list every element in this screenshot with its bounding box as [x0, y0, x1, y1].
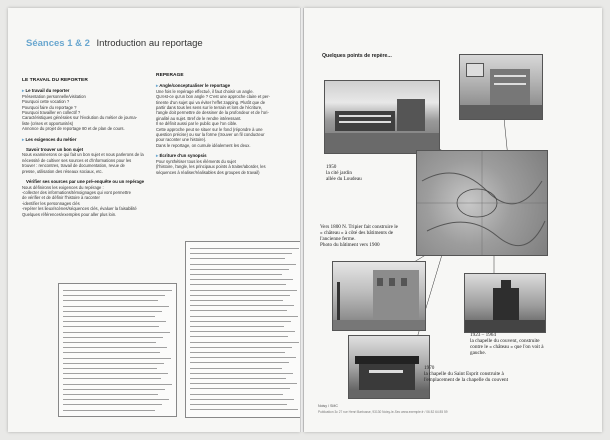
section-line: Nous examinerons ce qui fait un bon sujet et nous parlerons de la: [22, 152, 144, 158]
handwriting-line: [63, 394, 158, 395]
handwriting-line: [63, 332, 170, 333]
section-line: question précise) ou sur la forme (trouver un fil conducteur: [156, 132, 265, 138]
handwriting-line: [190, 316, 298, 317]
section-subtitle: ▸ Écriture d'un synopsis: [156, 153, 288, 158]
section-line: de vérifier et de définir l'histoire à raconter: [22, 195, 100, 201]
section-line: (l'histoire, l'angle, les principaux points à traiter/aborder, les: [156, 164, 266, 170]
section-subtitle: ▸ Angle/conceptualiser le reportage: [156, 83, 288, 88]
section-subtitle: Vérifier ses sources par une pré-enquête ou un repérage: [26, 179, 145, 185]
section-line: Pourquoi faire du reportage ?: [22, 104, 77, 110]
handwriting-line: [63, 378, 161, 379]
section-subtitle: ▸ Les exigences du métier: [22, 137, 148, 142]
handwriting-line: [63, 306, 169, 307]
handwriting-line: [190, 300, 283, 301]
section-line: pour raconter une histoire).: [156, 137, 207, 143]
handwriting-line: [63, 311, 162, 312]
handwriting-line: [190, 248, 299, 249]
handwriting-line: [190, 368, 282, 369]
handwriting-line: [63, 399, 169, 400]
handwriting-line: [190, 284, 286, 285]
section-line: Une fois le repérage effectué, il faut choisir un angle.: [156, 88, 254, 94]
section-line: ginalité au sujet. Bref de le rendre intéressant.: [156, 115, 242, 121]
section-line: Dans le reportage, on cumule idéalement les deux.: [156, 142, 251, 148]
handwriting-line: [190, 409, 298, 410]
handwriting-line: [190, 290, 297, 291]
handwriting-line: [63, 300, 158, 301]
handwriting-line: [190, 253, 292, 254]
handwriting-line: [63, 404, 162, 405]
handwriting-line: [190, 404, 287, 405]
section-line: partir dans tous les sens sur le terrain et lors de l'écriture,: [156, 105, 263, 111]
section-line: l'angle doit permettre de dessiner de la profondeur et de l'ori-: [156, 110, 269, 116]
section-subtitle: Savoir trouver un bon sujet: [26, 147, 84, 153]
handwriting-line: [190, 373, 293, 374]
handwriting-line: [63, 295, 165, 296]
section-line: tinente d'un sujet qui va éviter l'effet zapping. Plutôt que de: [156, 99, 266, 105]
section-line: presse, utilisation des réseaux sociaux, etc.: [22, 168, 103, 174]
handwriting-line: [190, 310, 287, 311]
handwriting-line: [190, 258, 285, 259]
handwriting-line: [63, 373, 168, 374]
photo-chapelle-couvent: [464, 273, 546, 333]
handwriting-line: [190, 383, 297, 384]
handwriting-line: [190, 399, 294, 400]
column-heading: REPERAGE: [156, 73, 184, 78]
column-reperage: [156, 73, 288, 175]
section-line: Pourquoi travailler en collectif ?: [22, 110, 81, 116]
column-travail-reporter: [22, 78, 148, 217]
column-heading: LE TRAVAIL DU REPORTER: [22, 78, 88, 83]
section-line: Pourquoi cette vocation ?: [22, 99, 70, 105]
footer-address: Publication 3c 27 rue Henri Barbusse, 93130 Noisy-le-Sec www.exemple.fr / 06 82 64 85 59: [318, 410, 448, 414]
caption-1923-1964: 1923 – 1964 la chapelle du couvent, construite contre le « château » que l'on voit à gauche.: [470, 332, 544, 356]
column-sections: [156, 83, 288, 175]
handwriting-line: [63, 342, 156, 343]
section-line: Annonce du projet de reportage 80 et de plan de cours.: [22, 126, 125, 132]
handwriting-line: [190, 352, 285, 353]
handwriting-line: [63, 410, 155, 411]
section-line: Cette approche peut se situer sur le fond (répondre à une: [156, 126, 263, 132]
photo-chapelle-saint-esprit: [348, 335, 430, 399]
section-line: -repérer les lieux/scènes/séquences clés, évaluer la faisabilité: [22, 206, 137, 212]
handwriting-line: [63, 337, 163, 338]
session-header: [26, 38, 203, 49]
handwriting-line: [190, 394, 283, 395]
handwriting-line: [190, 331, 295, 332]
photo-plan-ancien: [416, 150, 548, 256]
handwriting-line: [190, 378, 286, 379]
section-line: trouver : rencontres, travail de documentation, revue de: [22, 163, 125, 169]
photo-cite-jardin: [324, 80, 440, 154]
footer-credit: Noisy / SMC: [318, 404, 338, 408]
session-number: Séances 1 & 2: [26, 38, 90, 49]
handwriting-line: [63, 347, 167, 348]
caption-1800: Vers 1800 N. Tripier fait construire le « château » à côté des bâtiments de l'ancienne ferme. Photo du bâtiment vers 1900: [320, 224, 398, 248]
right-page: [304, 8, 602, 432]
section-line: liste (crises et opportunités): [22, 120, 74, 126]
handwriting-line: [63, 321, 166, 322]
handwriting-line: [63, 352, 160, 353]
section-line: Il se définit aussi par le public que l'on cible.: [156, 121, 238, 127]
handwriting-line: [63, 384, 172, 385]
handwriting-line: [190, 295, 290, 296]
handwriting-line: [63, 326, 159, 327]
handwriting-line: [190, 274, 282, 275]
handwriting-line: [190, 357, 296, 358]
page-heading: Quelques points de repère...: [322, 53, 392, 59]
session-title: Introduction au reportage: [96, 38, 203, 49]
column-sections: [22, 88, 148, 217]
handwritten-sheet-1: [58, 283, 177, 417]
handwriting-line: [63, 358, 171, 359]
handwriting-line: [190, 305, 294, 306]
handwriting-line: [190, 321, 291, 322]
photo-immeuble: [459, 54, 543, 120]
section-line: Quelques références/exemples pour aller plus loin.: [22, 211, 117, 217]
handwriting-line: [63, 368, 157, 369]
photo-chateau: [332, 261, 426, 331]
handwriting-line: [190, 269, 289, 270]
section-line: Présentation personnelle/visitation: [22, 93, 86, 99]
handwriting-line: [63, 363, 164, 364]
section-line: séquences à réaliser/réalisables des groupes de travail): [156, 169, 260, 175]
section-subtitle: ▸ Le travail du reporter: [22, 88, 148, 93]
handwriting-line: [190, 279, 293, 280]
left-page: [8, 8, 300, 432]
handwriting-line: [190, 342, 299, 343]
handwriting-line: [190, 326, 284, 327]
section-line: Qu'est-ce qu'un bon angle ? C'est une approche claire et per-: [156, 94, 270, 100]
handwriting-line: [63, 316, 155, 317]
handwriting-line: [190, 362, 289, 363]
handwriting-line: [190, 336, 288, 337]
handwritten-sheet-2: [185, 241, 300, 418]
handwriting-line: [63, 389, 165, 390]
caption-1950: 1950 la cité jardin allée du Loudeau: [326, 164, 362, 182]
caption-1970: 1970 la chapelle du Saint Esprit construite à l'emplacement de la chapelle du couvent: [424, 365, 509, 383]
handwriting-line: [63, 290, 172, 291]
section-line: Nous définirons les exigences du repérage :: [22, 184, 104, 190]
section-line: Caractéristiques générales sur l'évolution du métier de journa-: [22, 115, 138, 121]
handwriting-line: [190, 388, 290, 389]
handwriting-line: [190, 347, 292, 348]
section-line: -identifier les personnages clés: [22, 200, 80, 206]
section-line: nécessité de cultiver ses sources et d'informations pour les: [22, 157, 132, 163]
section-line: -collecter des informations/témoignages qui vont permettre: [22, 189, 131, 195]
handwriting-line: [190, 264, 296, 265]
section-line: Pour synthétiser tous les éléments du sujet: [156, 158, 236, 164]
